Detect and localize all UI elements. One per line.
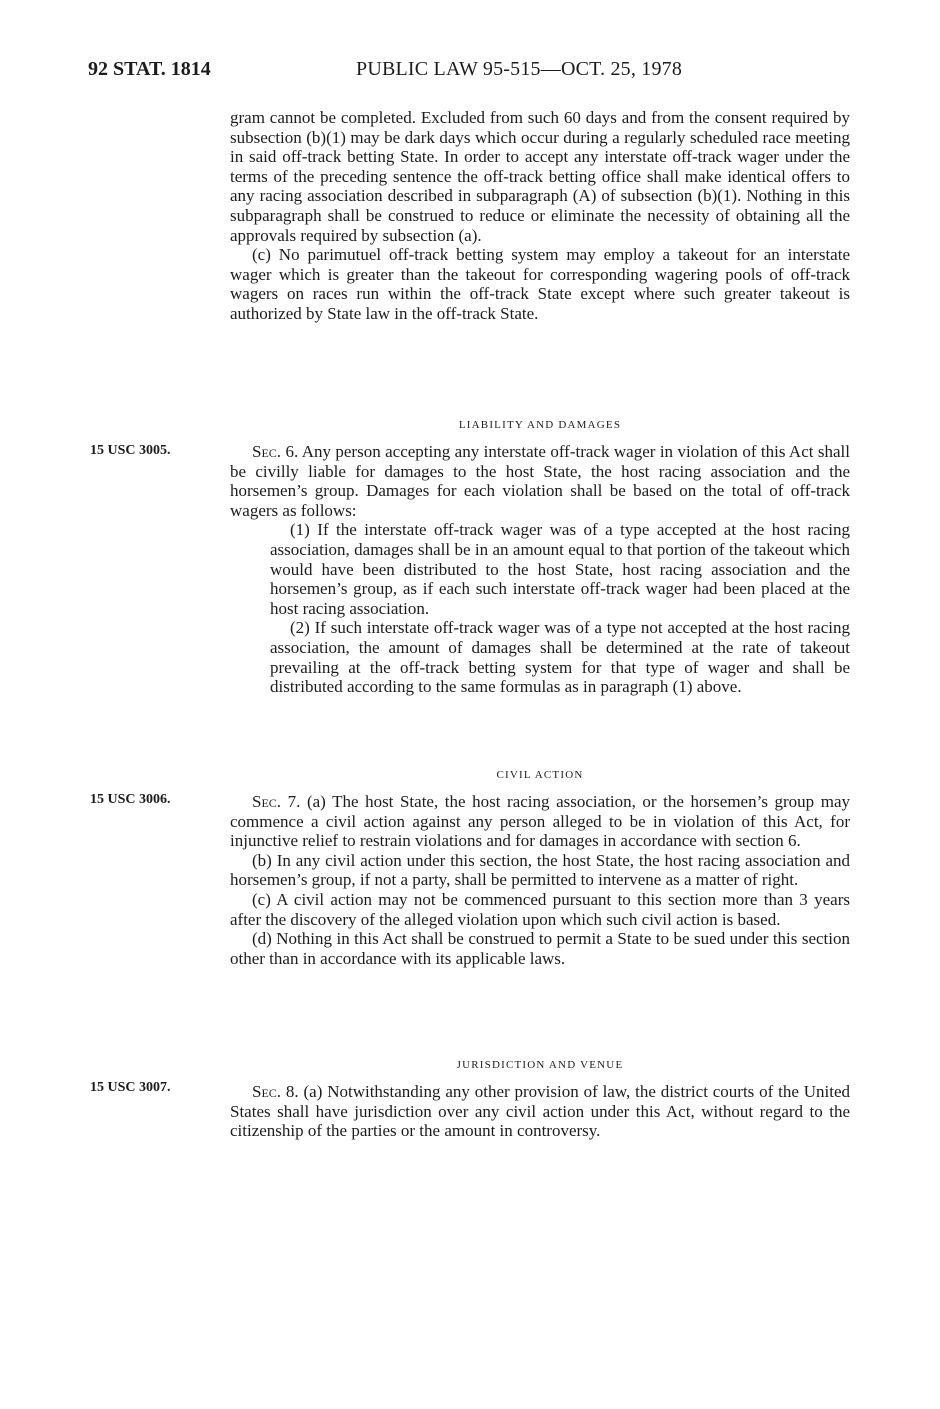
margin-citation: 15 USC 3005. (90, 443, 171, 458)
page-header (88, 58, 808, 88)
running-title: PUBLIC LAW 95-515—OCT. 25, 1978 (356, 58, 683, 80)
paragraph-item: (2) If such interstate off-track wager was of a type not accepted at the host racing association, the amount of damages shall be determined at the rate of takeout prevailing at the off-track betting system for that type of wager and shall be distributed according to the same formulas as in paragraph (1) above. (270, 618, 850, 697)
section-8-block (230, 1044, 850, 1141)
section-heading: JURISDICTION AND VENUE (456, 1059, 624, 1071)
section-label: Sec. 7. (252, 792, 301, 811)
section-heading: CIVIL ACTION (496, 769, 584, 781)
subsection-c-paragraph: (c) No parimutuel off-track betting system may employ a takeout for an interstate wager which is greater than the takeout for corresponding wagering pools of off-track wagers on races run within the off-track State except where such greater takeout is authorized by State law in the off-track State. (230, 245, 850, 323)
subsection-paragraph: (d) Nothing in this Act shall be construed to permit a State to be sued under this section other than in accordance with its applicable laws. (230, 929, 850, 968)
section-lead-text: (a) The host State, the host racing association, or the horsemen’s group may commence a civil action against any person alleged to be in violation of this Act, for injunctive relief to restrain violations and for damages in accordance with section 6. (230, 792, 850, 851)
section-lead-paragraph (230, 792, 850, 851)
margin-citation: 15 USC 3007. (90, 1080, 171, 1095)
margin-citation: 15 USC 3006. (90, 792, 171, 807)
section-7-block (230, 754, 850, 968)
section-6-block (230, 404, 850, 697)
stat-page-reference: 92 STAT. 1814 (88, 58, 211, 80)
subsection-paragraph: (b) In any civil action under this section, the host State, the host racing association and horsemen’s group, if not a party, shall be permitted to intervene as a matter of right. (230, 850, 850, 890)
continued-text-block (230, 108, 850, 324)
section-lead-text: (a) Notwithstanding any other provision of law, the district courts of the United States shall have jurisdiction over any civil action under this Act, without regard to the citizenship of the parties or the amount in controversy. (230, 1082, 851, 1141)
section-label: Sec. 8. (252, 1082, 299, 1101)
section-lead-paragraph (230, 1082, 850, 1141)
paragraph-item: (1) If the interstate off-track wager was of a type accepted at the host racing association, damages shall be in an amount equal to that portion of the takeout which would have been distributed to the host State, host racing association and the horsemen’s group, as if each such interstate off-track wager had been placed at the host racing association. (270, 520, 850, 618)
section-label: Sec. 6. (252, 442, 299, 461)
section-lead-text: Any person accepting any interstate off-track wager in violation of this Act shall be civilly liable for damages to the host State, the host racing association and the horsemen’s group. Damages for each violation shall be based on the total of off-track wagers as follows: (230, 442, 851, 520)
continued-paragraph: gram cannot be completed. Excluded from such 60 days and from the consent required by subsection (b)(1) may be dark days which occur during a regularly scheduled race meeting in said off-track betting State. In order to accept any interstate off-track wager under the terms of the preceding sentence the off-track betting office shall make identical offers to any racing association described in subparagraph (A) of subsection (b)(1). Nothing in this subparagraph shall be construed to reduce or eliminate the necessity of obtaining all the approvals required by subsection (a). (230, 108, 850, 245)
section-lead-paragraph (230, 442, 850, 520)
subsection-paragraph: (c) A civil action may not be commenced pursuant to this section more than 3 years after the discovery of the alleged violation upon which such civil action is based. (230, 889, 850, 929)
section-heading: LIABILITY AND DAMAGES (458, 419, 622, 431)
